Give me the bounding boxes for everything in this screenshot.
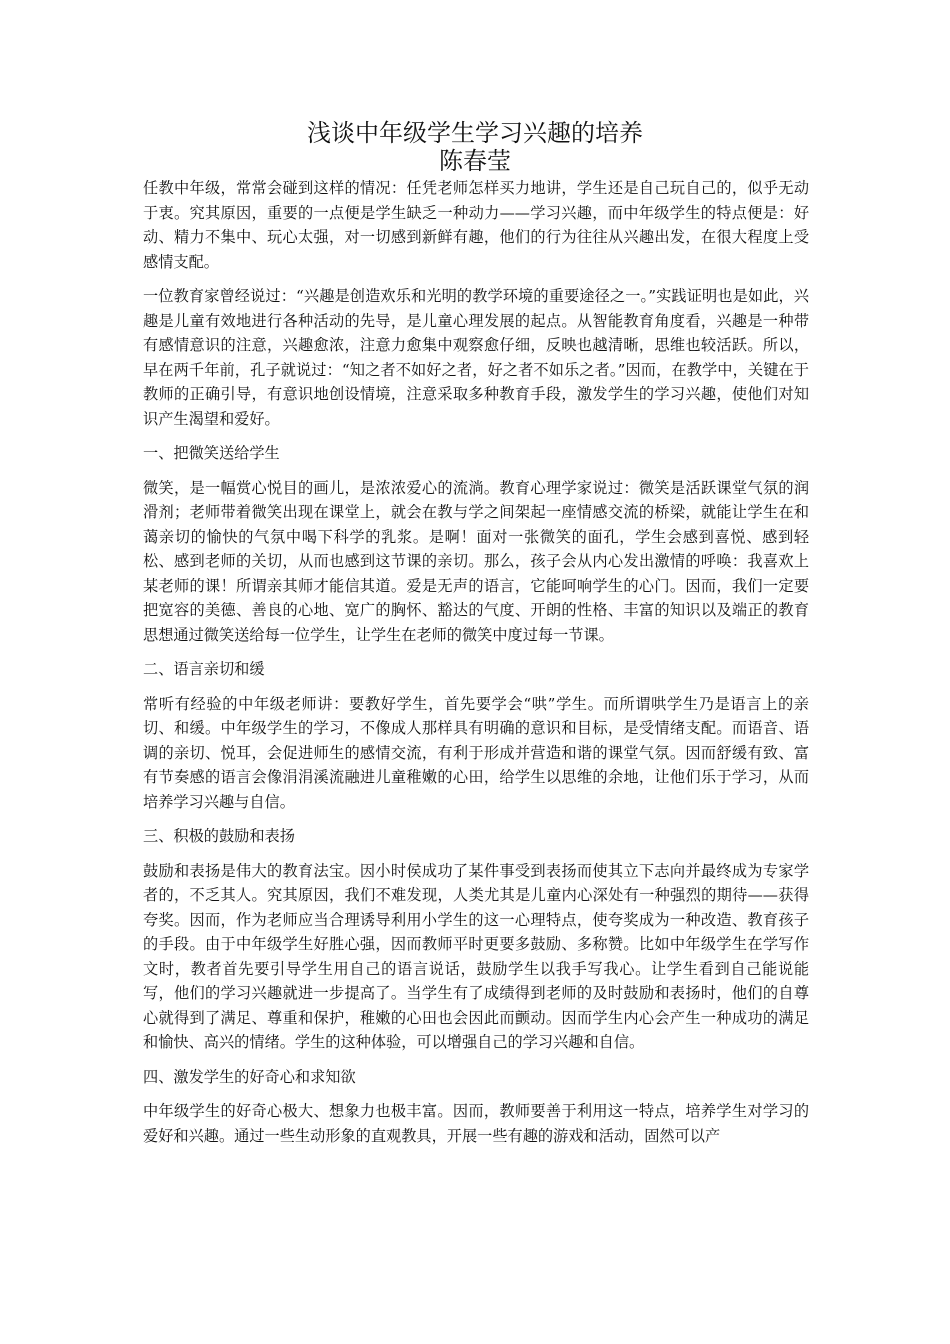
paragraph-encouragement: 鼓励和表扬是伟大的教育法宝。因小时侯成功了某件事受到表扬而使其立下志向并最终成为专家学者的，不乏其人。究其原因，我们不难发现，人类尤其是儿童内心深处有一种强烈的期待——获得夸奖。因而，作为老师应当合理诱导利用小学生的这一心理特点，使夸奖成为一种改造、教育孩子的手段。由于中年级学生好胜心强，因而教师平时更要多鼓励、多称赞。比如中年级学生在学写作文时，教者首先要引导学生用自己的语言说话，鼓励学生以我手写我心。让学生看到自己能说能写，他们的学习兴趣就进一步提高了。当学生有了成绩得到老师的及时鼓励和表扬时，他们的自尊心就得到了满足、尊重和保护，稚嫩的心田也会因此而颤动。因而学生内心会产生一种成功的满足和愉快、高兴的情绪。学生的这种体验，可以增强自己的学习兴趣和自信。 <box>143 861 809 1051</box>
paragraph-intro: 任教中年级，常常会碰到这样的情况：任凭老师怎样买力地讲，学生还是自己玩自己的，似乎无动于衷。究其原因，重要的一点便是学生缺乏一种动力——学习兴趣，而中年级学生的特点便是：好动、精力不集中、玩心太强，对一切感到新鲜有趣，他们的行为往往从兴趣出发，在很大程度上受感情支配。 <box>143 179 809 271</box>
section-heading-4: 四、激发学生的好奇心和求知欲 <box>143 1067 356 1086</box>
paragraph-language: 常听有经验的中年级老师讲：要教好学生，首先要学会“哄”学生。而所谓哄学生乃是语言上的亲切、和缓。中年级学生的学习，不像成人那样具有明确的意识和目标，是受情绪支配。而语音、语调的亲切、悦耳，会促进师生的感情交流，有利于形成并营造和谐的课堂气氛。因而舒缓有致、富有节奏感的语言会像涓涓溪流融进儿童稚嫩的心田，给学生以思维的余地，让他们乐于学习，从而培养学习兴趣与自信。 <box>143 694 809 811</box>
document-author: 陈春莹 <box>439 147 511 175</box>
section-heading-1: 一、把微笑送给学生 <box>143 444 280 462</box>
section-heading-2: 二、语言亲切和缓 <box>143 660 265 678</box>
paragraph-smile: 微笑，是一幅赏心悦目的画儿，是浓浓爱心的流淌。教育心理学家说过：微笑是活跃课堂气氛的润滑剂；老师带着微笑出现在课堂上，就会在教与学之间架起一座情感交流的桥梁，就能让学生在和蔼亲切的愉快的气氛中喝下科学的乳浆。是啊！面对一张微笑的面孔，学生会感到喜悦、感到轻松、感到老师的关切，从而也感到这节课的亲切。那么，孩子会从内心发出激情的呼唤：我喜欢上某老师的课！所谓亲其师才能信其道。爱是无声的语言，它能呵响学生的心门。因而，我们一定要把宽容的美德、善良的心地、宽广的胸怀、豁达的气度、开朗的性格、丰富的知识以及端正的教育思想通过微笑送给每一位学生，让学生在老师的微笑中度过每一节课。 <box>143 478 809 644</box>
section-heading-3: 三、积极的鼓励和表扬 <box>143 827 295 845</box>
paragraph-curiosity: 中年级学生的好奇心极大、想象力也极丰富。因而，教师要善于利用这一特点，培养学生对学习的爱好和兴趣。通过一些生动形象的直观教具，开展一些有趣的游戏和活动，固然可以产 <box>143 1102 809 1145</box>
document-body <box>143 176 809 1158</box>
document-title: 浅谈中年级学生学习兴趣的培养 <box>307 119 643 147</box>
paragraph-educator-quote: 一位教育家曾经说过：“兴趣是创造欢乐和光明的教学环境的重要途径之一。”实践证明也是如此，兴趣是儿童有效地进行各种活动的先导，是儿童心理发展的起点。从智能教育角度看，兴趣是一种带有感情意识的注意，兴趣愈浓，注意力愈集中观察愈仔细，反映也越清晰，思维也较活跃。所以，早在两千年前，孔子就说过：“知之者不如好之者，好之者不如乐之者。”因而，在教学中，关键在于教师的正确引导，有意识地创设情境，注意采取多种教育手段，激发学生的学习兴趣，使他们对知识产生渴望和爱好。 <box>143 287 809 428</box>
